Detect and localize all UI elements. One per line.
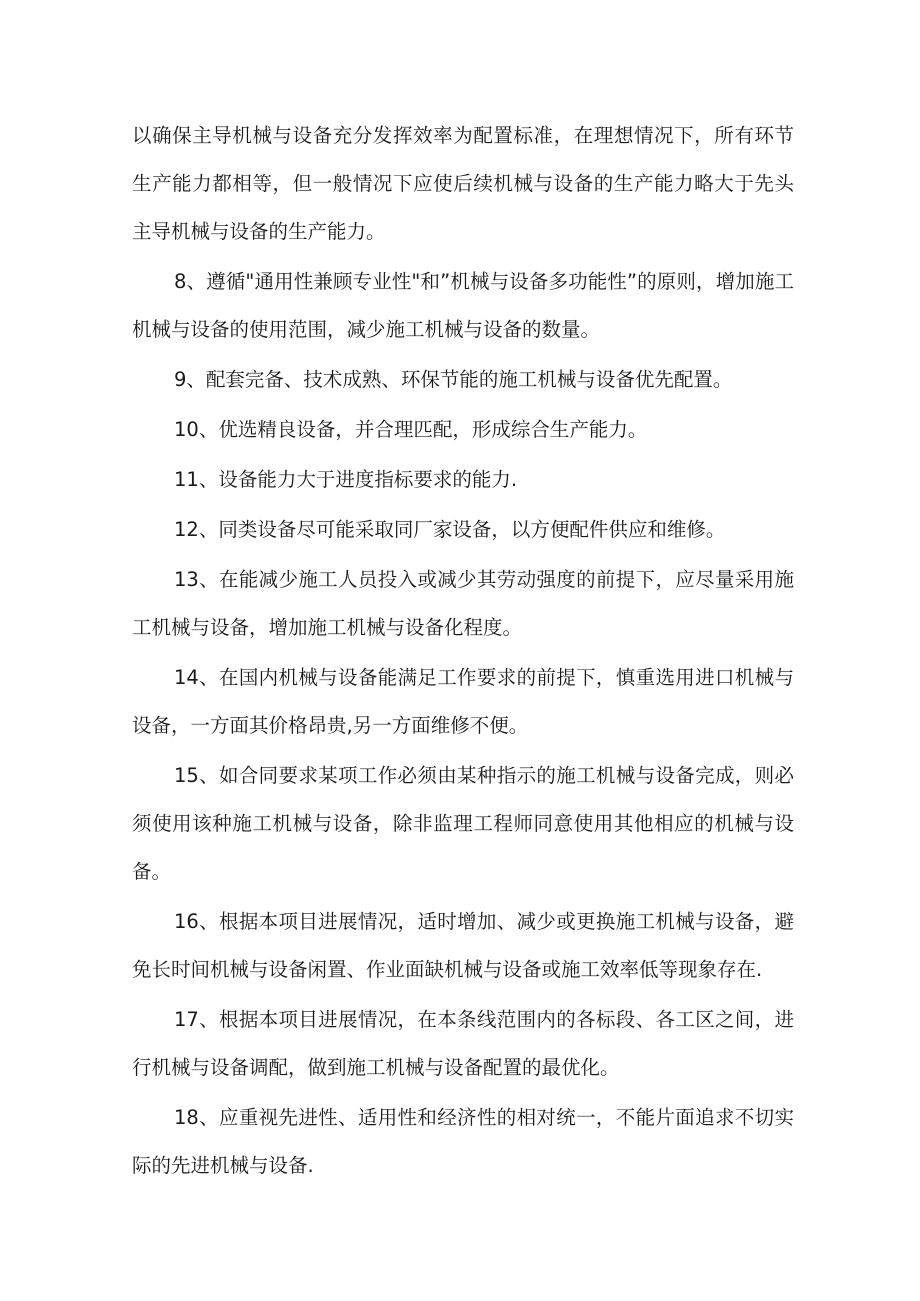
paragraph-item-14: 14、在国内机械与设备能满足工作要求的前提下，慎重选用进口机械与设备，一方面其价格昂贵,另一方面维修不便。 (132, 666, 794, 737)
paragraph-item-17: 17、根据本项目进展情况，在本条线范围内的各标段、各工区之间，进行机械与设备调配，做到施工机械与设备配置的最优化。 (132, 1008, 794, 1079)
paragraph-item-8: 8、遵循"通用性兼顾专业性"和”机械与设备多功能性”的原则，增加施工机械与设备的使用范围，减少施工机械与设备的数量。 (132, 270, 794, 341)
paragraph-item-9: 9、配套完备、技术成熟、环保节能的施工机械与设备优先配置。 (174, 368, 733, 391)
document-body (132, 112, 794, 1190)
paragraph-item-13: 13、在能减少施工人员投入或减少其劳动强度的前提下，应尽量采用施工机械与设备，增加施工机械与设备化程度。 (132, 568, 794, 639)
paragraph-continuation: 以确保主导机械与设备充分发挥效率为配置标准，在理想情况下，所有环节生产能力都相等，但一般情况下应使后续机械与设备的生产能力略大于先头主导机械与设备的生产能力。 (132, 124, 794, 243)
paragraph-item-18: 18、应重视先进性、适用性和经济性的相对统一，不能片面追求不切实际的先进机械与设备. (132, 1106, 794, 1177)
paragraph-item-12: 12、同类设备尽可能采取同厂家设备，以方便配件供应和维修。 (174, 518, 726, 541)
paragraph-item-16: 16、根据本项目进展情况，适时增加、减少或更换施工机械与设备，避免长时间机械与设备闲置、作业面缺机械与设备或施工效率低等现象存在. (132, 910, 794, 981)
paragraph-item-11: 11、设备能力大于进度指标要求的能力. (174, 468, 518, 491)
paragraph-item-15: 15、如合同要求某项工作必须由某种指示的施工机械与设备完成，则必须使用该种施工机械与设备，除非监理工程师同意使用其他相应的机械与设备。 (132, 764, 794, 883)
paragraph-item-10: 10、优选精良设备，并合理匹配，形成综合生产能力。 (174, 418, 648, 441)
